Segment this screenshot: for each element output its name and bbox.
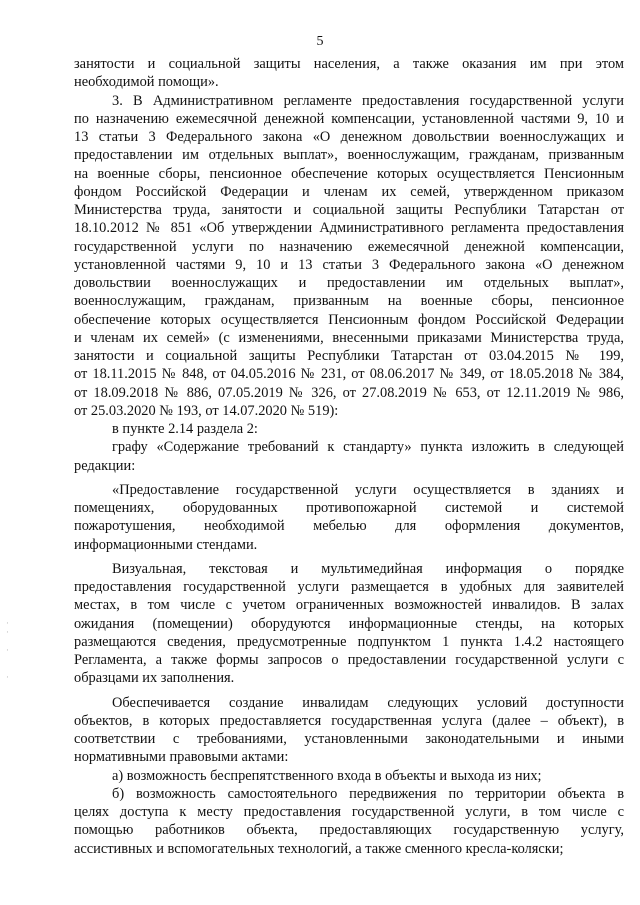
text-line: довольствии военнослужащих и предоставлении им отдельных выплат»,	[74, 275, 624, 291]
text-line: Регламента, а также формы запросов о предоставлении государственной услуги с	[74, 652, 624, 668]
text-line: информационными стендами.	[74, 536, 258, 553]
text-line: ожидания (помещении) оборудуются информационные стенды, на которых	[74, 615, 624, 632]
text-line: в пункте 2.14 раздела 2:	[112, 421, 258, 437]
text-line: а) возможность беспрепятственного входа в объекты и выхода из них;	[112, 767, 542, 784]
text-line: Министерства труда, занятости и социальной защиты Республики Татарстан от	[74, 202, 624, 218]
text-line: ассистивных и вспомогательных технологий, а также сменного кресла-коляски;	[74, 840, 564, 857]
text-line: редакции:	[74, 457, 136, 474]
text-line: обеспечение которых осуществляется Пенсионным фондом Российской Федерации	[74, 311, 624, 328]
text-line: занятости и социальной защиты населения, а также оказания им при этом	[74, 56, 624, 72]
text-line: и членам их семей» (с изменениями, внесенными приказами Министерства труда,	[74, 329, 624, 346]
text-line: установленной частями 9, 10 и 13 статьи 3 Федерального закона «О денежном	[74, 256, 624, 273]
page-number: 5	[316, 34, 324, 49]
text-line: Обеспечивается создание инвалидам следующих условий доступности	[112, 694, 624, 711]
text-line: предоставления государственной услуги размещается в удобных для заявителей	[74, 579, 624, 595]
text-line: от 18.09.2018 № 886, 07.05.2019 № 326, от 27.08.2019 № 653, от 12.11.2019 № 986,	[74, 384, 624, 401]
text-line: образцами их заполнения.	[74, 670, 235, 687]
text-line: по назначению ежемесячной денежной компенсации, установленной частями 9, 10 и	[74, 110, 624, 127]
text-line: от 25.03.2020 № 193, от 14.07.2020 № 519):	[74, 402, 339, 419]
text-line: предоставлении им отдельных выплат», военнослужащим, гражданам, призванным	[74, 147, 624, 164]
text-line: объектов, в которых предоставляется государственная услуга (далее – объект), в	[74, 712, 624, 729]
text-line: нормативными правовыми актами:	[74, 749, 289, 766]
text-line: помощью работников объекта, предоставляющих государственную услугу,	[74, 822, 624, 839]
text-line: 18.10.2012 № 851 «Об утверждении Административного регламента предоставления	[74, 220, 624, 237]
text-line: графу «Содержание требований к стандарту» пункта изложить в следующей	[112, 439, 624, 456]
text-line: размещаются сведения, предусмотренные подпунктом 1 пункта 1.4.2 настоящего	[74, 633, 624, 650]
text-line: Визуальная, текстовая и мультимедийная информация о порядке	[112, 560, 624, 577]
text-line: местах, в том числе с учетом ограниченных возможностей инвалидов. В залах	[74, 597, 624, 614]
text-line: целях доступа к месту предоставления государственной услуги, в том числе с	[74, 804, 624, 820]
text-line: б) возможность самостоятельного передвижения по территории объекта в	[112, 785, 624, 802]
text-line: 13 статьи 3 Федерального закона «О денежном довольствии военнослужащих и	[74, 129, 624, 145]
text-line: помещениях, оборудованных противопожарной системой и системой	[74, 500, 624, 516]
text-line: государственной услуги по назначению ежемесячной денежной компенсации,	[74, 238, 624, 255]
scan-edge-marks: · · · ·	[6, 619, 9, 683]
text-line: 3. В Административном регламенте предоставления государственной услуги	[112, 92, 624, 109]
text-line: соответствии с требованиями, установленными законодательными и иными	[74, 731, 624, 747]
text-line: занятости и социальной защиты Республики Татарстан от 03.04.2015 № 199,	[74, 348, 624, 364]
text-line: военнослужащим, гражданам, призванным на военные сборы, пенсионное	[74, 293, 624, 310]
text-line: от 18.11.2015 № 848, от 04.05.2016 № 231, от 08.06.2017 № 349, от 18.05.2018 № 384,	[74, 366, 624, 383]
text-line: необходимой помощи».	[74, 74, 219, 91]
document-body	[74, 55, 624, 858]
text-line: на военные сборы, пенсионное обеспечение которых осуществляется Пенсионным	[74, 165, 624, 182]
text-line: фондом Российской Федерации и членам их семей, утвержденном приказом	[74, 183, 624, 200]
text-line: «Предоставление государственной услуги осуществляется в зданиях и	[112, 481, 624, 498]
text-line: пожаротушения, необходимой мебелью для оформления документов,	[74, 518, 624, 535]
